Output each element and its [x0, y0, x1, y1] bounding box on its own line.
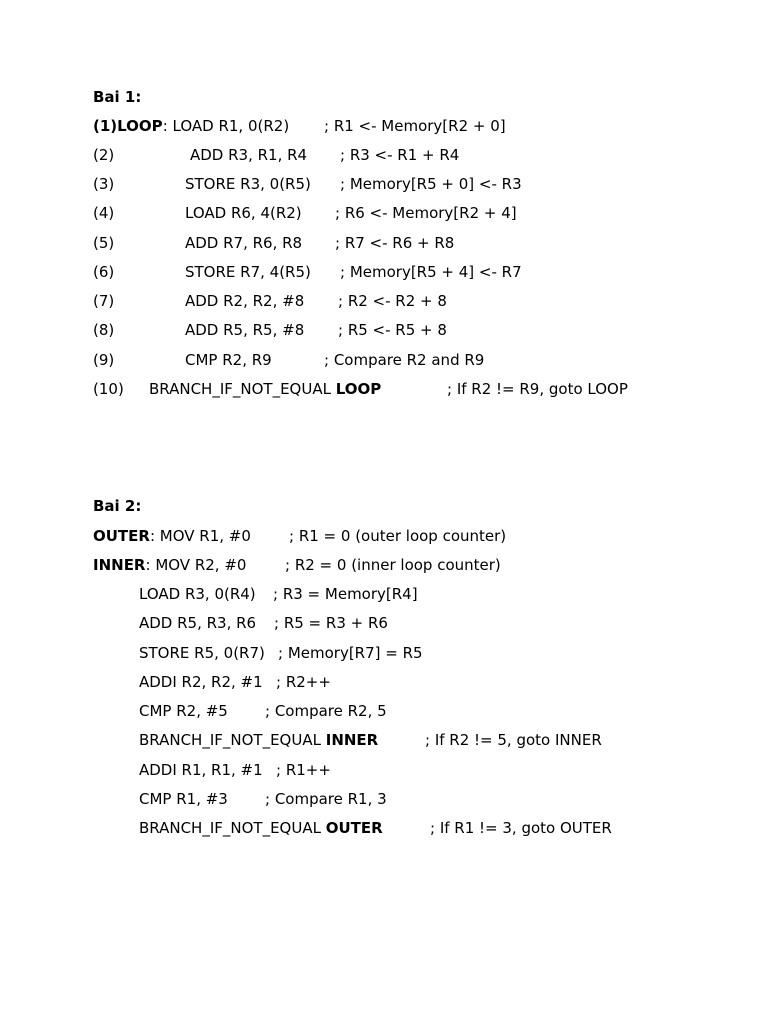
branch-target: INNER	[325, 731, 379, 749]
comment: ; R7 <- R6 + R8	[335, 234, 455, 252]
comment: ; R2 <- R2 + 8	[338, 292, 447, 310]
instruction: ADD R3, R1, R4	[190, 146, 308, 164]
branch-target: OUTER	[325, 819, 383, 837]
branch-target: LOOP	[335, 380, 382, 398]
instruction: STORE R3, 0(R5)	[185, 175, 311, 193]
instruction: ADD R5, R3, R6	[139, 614, 257, 632]
outer-label: OUTER	[93, 527, 150, 545]
bai2-line-11	[139, 819, 612, 873]
comment: ; If R2 != R9, goto LOOP	[447, 380, 628, 398]
instruction: CMP R2, R9	[185, 351, 272, 369]
instruction: CMP R2, #5	[139, 702, 228, 720]
line-number: (7)	[93, 292, 115, 310]
line-number: (4)	[93, 204, 115, 222]
instruction: ADD R5, R5, #8	[185, 321, 305, 339]
bai1-line-1: (1)LOOP: LOAD R1, 0(R2) ; R1 <- Memory[R2 + 0]	[93, 117, 506, 135]
bai1-title: Bai 1:	[93, 88, 142, 106]
comment: ; R3 = Memory[R4]	[273, 585, 418, 603]
comment: ; R1++	[276, 761, 331, 779]
comment: ; R1 = 0 (outer loop counter)	[289, 527, 507, 545]
bai2-title: Bai 2:	[93, 497, 142, 515]
line-number: (6)	[93, 263, 115, 281]
line-number: (8)	[93, 321, 115, 339]
comment: ; If R2 != 5, goto INNER	[425, 731, 602, 749]
instruction: LOAD R3, 0(R4)	[139, 585, 256, 603]
comment: ; R5 <- R5 + 8	[338, 321, 447, 339]
comment: ; Compare R2 and R9	[324, 351, 485, 369]
instruction: ADDI R2, R2, #1	[139, 673, 263, 691]
instruction: ADD R2, R2, #8	[185, 292, 305, 310]
instruction: BRANCH_IF_NOT_EQUAL	[139, 819, 326, 837]
line-number: (2)	[93, 146, 115, 164]
line-number: (9)	[93, 351, 115, 369]
comment: ; Compare R1, 3	[265, 790, 387, 808]
instruction: BRANCH_IF_NOT_EQUAL	[149, 380, 336, 398]
comment: ; R2++	[276, 673, 331, 691]
instruction: : MOV R2, #0	[145, 556, 247, 574]
instruction: STORE R5, 0(R7)	[139, 644, 265, 662]
comment: ; R3 <- R1 + R4	[340, 146, 460, 164]
comment: ; R2 = 0 (inner loop counter)	[285, 556, 501, 574]
line-number: (10)	[93, 380, 124, 398]
line-number: (1)	[93, 117, 118, 135]
line-number: (3)	[93, 175, 115, 193]
comment: ; Compare R2, 5	[265, 702, 387, 720]
instruction: CMP R1, #3	[139, 790, 228, 808]
instruction: : MOV R1, #0	[149, 527, 251, 545]
instruction: BRANCH_IF_NOT_EQUAL	[139, 731, 326, 749]
instruction: STORE R7, 4(R5)	[185, 263, 311, 281]
comment: ; Memory[R5 + 4] <- R7	[340, 263, 522, 281]
instruction: LOAD R6, 4(R2)	[185, 204, 302, 222]
instruction: ADDI R1, R1, #1	[139, 761, 263, 779]
comment: ; R6 <- Memory[R2 + 4]	[335, 204, 517, 222]
instruction: ADD R7, R6, R8	[185, 234, 303, 252]
comment: ; If R1 != 3, goto OUTER	[430, 819, 612, 837]
loop-label: LOOP	[117, 117, 163, 135]
line-number: (5)	[93, 234, 115, 252]
comment: ; R1 <- Memory[R2 + 0]	[324, 117, 506, 135]
comment: ; Memory[R7] = R5	[278, 644, 423, 662]
inner-label: INNER	[93, 556, 146, 574]
instruction: LOAD R1, 0(R2)	[167, 117, 290, 135]
comment: ; Memory[R5 + 0] <- R3	[340, 175, 522, 193]
comment: ; R5 = R3 + R6	[274, 614, 388, 632]
bai1-line-10	[93, 380, 628, 452]
